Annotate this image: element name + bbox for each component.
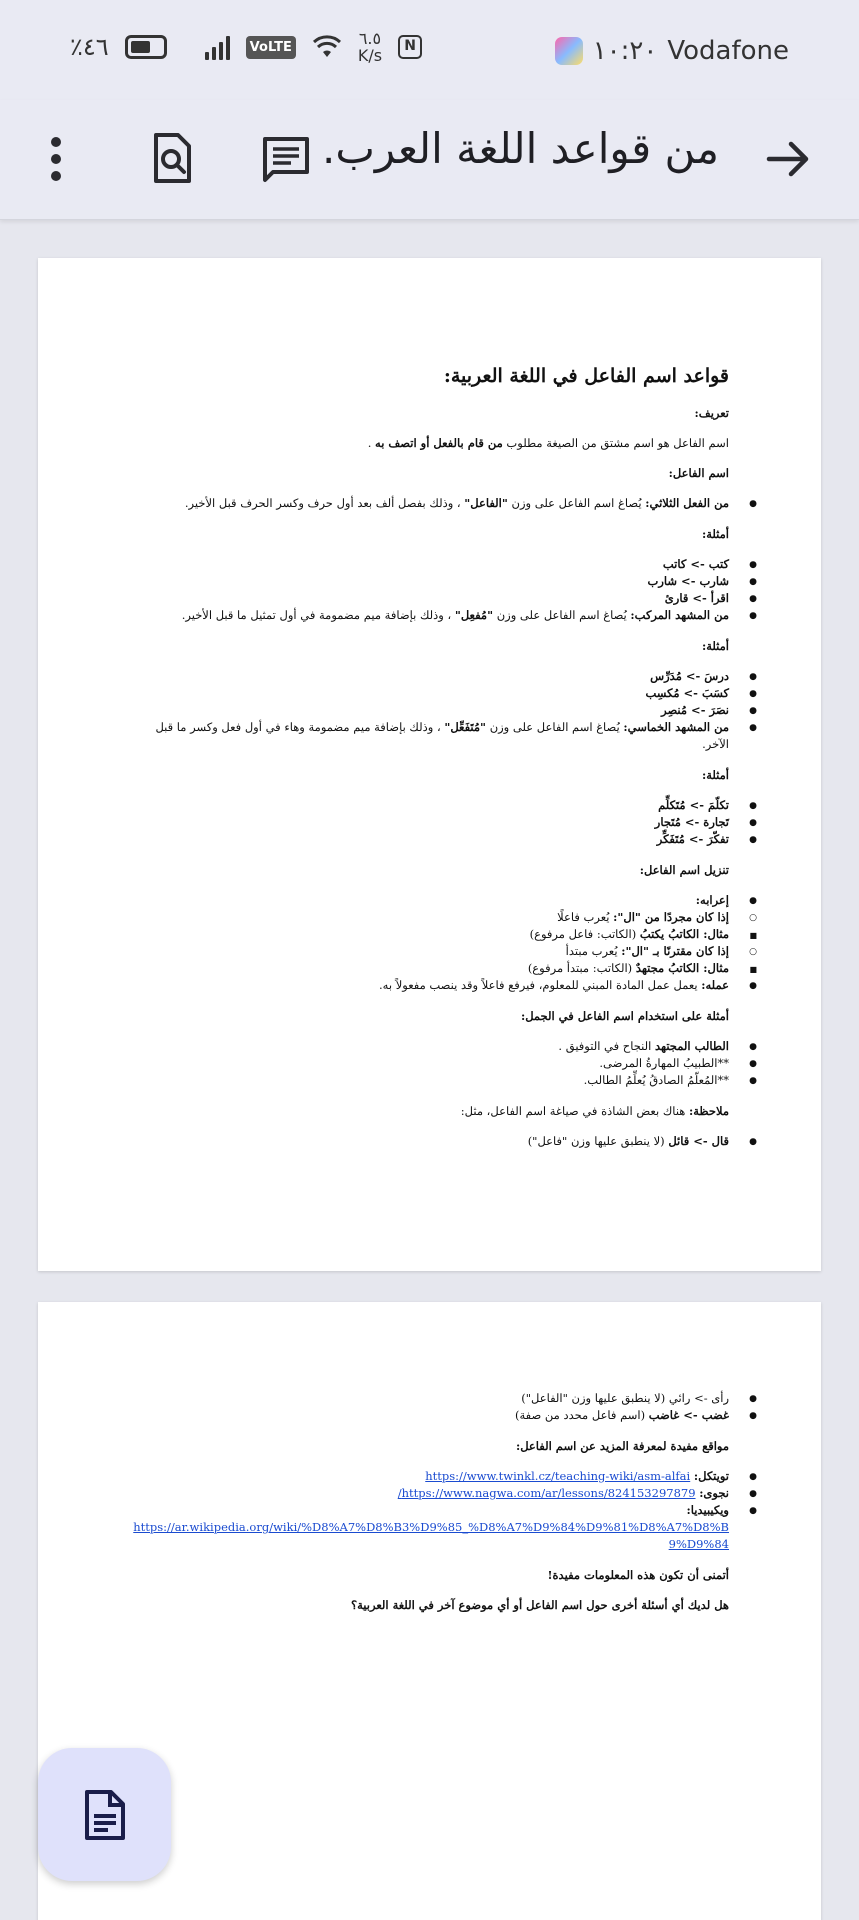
- examples-label: أمثلة:: [701, 639, 729, 653]
- app-bar: [0, 100, 859, 220]
- list-item: ● عمله: يعمل عمل المادة المبني للمعلوم، فيرفع فاعلاً وقد ينصب مفعولاً به.: [129, 977, 729, 994]
- examples-label: أمثلة:: [701, 527, 729, 541]
- usage-label: أمثلة على استخدام اسم الفاعل في الجمل:: [520, 1009, 729, 1023]
- clock: ١٠:٢٠: [592, 36, 658, 66]
- examples-list-3: [129, 797, 729, 848]
- wifi-icon: [312, 35, 342, 59]
- list-item: ● رأى -> رائي (لا ينطبق عليها وزن "الفاعل"): [129, 1390, 729, 1407]
- comment-icon[interactable]: [254, 127, 318, 191]
- list-item: ● ويكيبيديا: https://ar.wikipedia.org/wiki/%D8%A7%D8%B3%D9%85_%D8%A7%D9%84%D9%81%D8%A7%D8%B9%D9%84: [129, 1502, 729, 1553]
- document-page-1[interactable]: [38, 258, 821, 1271]
- battery-icon: [125, 35, 167, 59]
- nfc-icon: N: [398, 35, 422, 59]
- sites-list: [129, 1468, 729, 1553]
- section-name-label: اسم الفاعل:: [668, 466, 729, 480]
- list-item: ● شارب -> شارب: [129, 573, 729, 590]
- closing-line-2: هل لديك أي أسئلة أخرى حول اسم الفاعل أو أي موضوع آخر في اللغة العربية؟: [351, 1598, 729, 1612]
- list-item: ○ إذا كان مجردًا من "ال": يُعرب فاعلًا: [129, 909, 729, 926]
- exceptions-list-1: [129, 1133, 729, 1150]
- list-item: ● نصَرَ -> مُنصِر: [129, 702, 729, 719]
- list-item: ● من المشهد المركب: يُصاغ اسم الفاعل على وزن "مُفعِل" ، وذلك بإضافة ميم مضمومة في أول تمثيل ما قبل الأخير.: [129, 607, 729, 624]
- list-item: ● تَجارة -> مُتَجار: [129, 814, 729, 831]
- list-item: ● من المشهد الخماسي: يُصاغ اسم الفاعل على وزن "مُتَفَعِّل" ، وذلك بإضافة ميم مضمومة وهاء في أول فعل وكسر ما قبل الآخر.: [129, 719, 729, 753]
- battery-percent: ٪٤٦: [70, 33, 109, 61]
- find-in-document-icon[interactable]: [140, 127, 204, 191]
- list-item: ● تكلّمَ -> مُتَكلِّم: [129, 797, 729, 814]
- document-icon: [83, 1789, 127, 1841]
- list-item: ● إعرابه:: [129, 892, 729, 909]
- trilateral-list: [129, 495, 729, 512]
- grammar-list: [129, 892, 729, 994]
- arrow-back-icon[interactable]: [755, 127, 819, 191]
- examples-label: أمثلة:: [701, 768, 729, 782]
- list-item: ● درسَ -> مُدَرِّس: [129, 668, 729, 685]
- list-item: ● كتب -> كاتب: [129, 556, 729, 573]
- page-1-content: [129, 363, 729, 1164]
- site-link[interactable]: https://www.twinkl.cz/teaching-wiki/asm-alfai: [425, 1469, 691, 1483]
- list-item: ○ إذا كان مقترنًا بـ "ال": يُعرب مبتدأ: [129, 943, 729, 960]
- carrier-name: Vodafone: [667, 36, 789, 66]
- list-item: ● اقرأ -> قارئ: [129, 590, 729, 607]
- list-item: ● **المُعلّمُ الصادقُ يُعلِّمُ الطالب.: [129, 1072, 729, 1089]
- volte-icon: VoLTE: [246, 36, 296, 59]
- definition-label: تعريف:: [694, 406, 729, 420]
- list-item: ● **الطبيبُ المهارةُ المرضى.: [129, 1055, 729, 1072]
- list-item: ● كسَبَ -> مُكسِب: [129, 685, 729, 702]
- list-item: ● نجوى: https://www.nagwa.com/ar/lessons/824153297879/: [129, 1485, 729, 1502]
- status-bar-right: [555, 36, 789, 66]
- exceptions-list-2: [129, 1390, 729, 1424]
- list-item: ● تويتكل: https://www.twinkl.cz/teaching-wiki/asm-alfai: [129, 1468, 729, 1485]
- sites-label: مواقع مفيدة لمعرفة المزيد عن اسم الفاعل:: [515, 1439, 729, 1453]
- document-title: من قواعد اللغة العرب.: [321, 124, 719, 173]
- list-item: ● الطالب المجتهد النجاح في التوفيق .: [129, 1038, 729, 1055]
- list-item: ● من الفعل الثلاثي: يُصاغ اسم الفاعل على وزن "الفاعل" ، وذلك بفصل ألف بعد أول حرف وكسر الحرف قبل الأخير.: [129, 495, 729, 512]
- list-item: ■ مثال: الكاتبُ مجتهدٌ (الكاتب: مبتدأ مرفوع): [129, 960, 729, 977]
- signal-icon: [205, 34, 230, 60]
- status-bar-left: [70, 30, 422, 64]
- site-link[interactable]: https://www.nagwa.com/ar/lessons/824153297879/: [397, 1486, 696, 1500]
- notification-app-icon: [555, 37, 583, 65]
- document-fab-button[interactable]: [38, 1748, 171, 1881]
- definition-paragraph: اسم الفاعل هو اسم مشتق من الصيغة مطلوب من قام بالفعل أو اتصف به .: [367, 436, 729, 450]
- site-link[interactable]: https://ar.wikipedia.org/wiki/%D8%A7%D8%B3%D9%85_%D8%A7%D9%84%D9%81%D8%A7%D8%B9%D9%84: [133, 1520, 729, 1551]
- more-vert-icon[interactable]: [24, 127, 88, 191]
- closing-line-1: أتمنى أن تكون هذه المعلومات مفيدة!: [547, 1568, 729, 1582]
- list-item: ● تفكّرَ -> مُتَفَكِّر: [129, 831, 729, 848]
- examples-list-1: [129, 556, 729, 624]
- page-2-content: [129, 1390, 729, 1627]
- examples-list-2: [129, 668, 729, 753]
- list-item: ● قال -> قائل (لا ينطبق عليها وزن "فاعل"): [129, 1133, 729, 1150]
- status-bar: [0, 0, 859, 100]
- application-label: تنزيل اسم الفاعل:: [639, 863, 729, 877]
- page-heading: قواعد اسم الفاعل في اللغة العربية:: [443, 365, 729, 387]
- list-item: ● غضب -> غاضب (اسم فاعل محدد من صفة): [129, 1407, 729, 1424]
- list-item: ■ مثال: الكاتبُ يكتبُ (الكاتب: فاعل مرفوع): [129, 926, 729, 943]
- note-paragraph: ملاحظة: هناك بعض الشاذة في صياغة اسم الفاعل، مثل:: [460, 1104, 729, 1118]
- usage-list: [129, 1038, 729, 1089]
- network-speed: ٦.٥ K/s: [357, 29, 383, 65]
